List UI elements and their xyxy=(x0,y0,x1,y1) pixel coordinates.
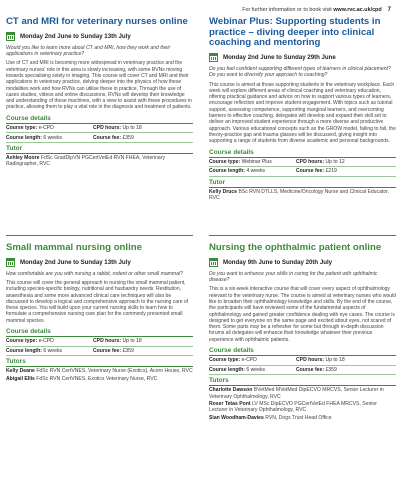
detail-row: Course type: Webinar Plus CPD hours: Up to 12 xyxy=(209,158,396,168)
section-divider xyxy=(6,235,193,236)
detail-row: Course length: 4 weeks Course fee: £219 xyxy=(209,167,396,177)
details-heading: Course details xyxy=(209,148,254,156)
course-ophthalmic xyxy=(209,243,396,421)
detail-row: Course type: e-CPD CPD hours: Up to 18 xyxy=(6,337,193,347)
tutor-entry: Kelly Deane FdSc RVN CertVNES, Veterinary Nurse (Exotics), Acorn House, RVC xyxy=(6,368,193,375)
calendar-icon xyxy=(6,258,15,267)
detail-row: Course length: 6 weeks Course fee: £359 xyxy=(6,347,193,357)
page-number: 7 xyxy=(387,7,391,13)
course-description: This course will cover the general approach to nursing the small mammal patient, including species-specific biology, nutritional and husbandry needs. Restitution, anaesthesia and some more advanced clinical care techniques will also be discussed to develop a logical and comprehensive approach to the nursing care of these species. You will build upon your current nursing skills to learn how to formulate a comprehensive nursing care plan for the commonly presented small mammal species. xyxy=(6,280,189,324)
tutor-entry: Abigail Ellis FdSc RVN CertVNES, Exotics Veterinary Nurse, RVC xyxy=(6,375,158,382)
calendar-icon xyxy=(209,258,218,267)
course-webinar-plus xyxy=(209,17,396,202)
course-date: Monday 2nd June to Sunday 13th July xyxy=(6,32,193,41)
details-heading: Course details xyxy=(6,328,51,336)
course-title: CT and MRI for veterinary nurses online xyxy=(6,16,188,27)
course-lead: Do you want to enhance your skills in caring for the patient with ophthalmic disease? xyxy=(209,270,378,283)
tutor-heading: Tutors xyxy=(209,377,229,385)
course-small-mammal xyxy=(6,243,193,382)
detail-row: Course length: 6 weeks Course fee: £359 xyxy=(209,366,396,376)
header-site-link[interactable]: www.rvc.ac.uk/cpd xyxy=(333,7,382,13)
calendar-icon xyxy=(6,32,15,41)
header-text: For further information or to book visit www.rvc.ac.uk/cpd xyxy=(242,7,382,13)
course-date: Monday 2nd June to Sunday 13th July xyxy=(6,258,193,267)
tutor-entry: Charlotte Dawson BVetMed MVetMed DipECVO MRCVS, Senior Lecturer in Veterinary Ophthalmology, RVC xyxy=(209,387,384,400)
course-lead: Do you feel confident supporting different types of learners in clinical placement? Do you want to diversify your approach to coaching? xyxy=(209,65,391,79)
course-date: Monday 2nd June to Sunday 29th June xyxy=(209,53,396,62)
course-lead: Would you like to learn more about CT and MRI, how they work and their applications in veterinary practice? xyxy=(6,44,171,57)
details-heading: Course details xyxy=(209,347,254,355)
tutor-entry: Kelly Druce BSc RVN DTLLS, Medicine/Oncology Nurse and Clinical Educator, RVC xyxy=(209,188,389,202)
course-date: Monday 9th June to Sunday 20th July xyxy=(209,258,396,267)
page-header xyxy=(242,7,391,13)
course-description: This course is aimed at those supporting students in the veterinary workplace. Each week will explore different areas of clinical coaching and veterinary education, offering practical guidance and advice on how to support various types of learners, encourage reflection and improve student engagement. With topics such as tutorial support, assessing competence, supporting marginal learners, and overcoming barriers to effective coaching, delegates will develop and expand their skill set to deliver an improved student experience through a more diverse and productive approach. Various educational concepts such as the GROW model, failing to fail, the theory-practice gap and trauma glasses will be discussed, giving insight into supporting a range of students from diverse academic and personal backgrounds. xyxy=(209,81,396,145)
tutor-heading: Tutor xyxy=(6,144,23,152)
course-lead: How comfortable are you with nursing a rabbit, rodent or other small mammal? xyxy=(6,270,183,277)
section-divider xyxy=(209,235,396,236)
details-heading: Course details xyxy=(6,114,51,122)
detail-row: Course length: 6 weeks Course fee: £359 xyxy=(6,133,193,143)
course-title: Webinar Plus: Supporting students in practice – diving deeper into clinical coaching and mentoring xyxy=(209,16,381,49)
course-title: Nursing the ophthalmic patient online xyxy=(209,242,382,253)
detail-row: Course type: e-CPD CPD hours: Up to 18 xyxy=(209,356,396,366)
tutor-heading: Tutor xyxy=(209,178,226,186)
tutor-entry: Sian Woodham-Davies RVN, Dogs Trust Head Office xyxy=(209,414,332,421)
course-description: This is a six-week interactive course that will cover every aspect of ophthalmology relevant to the veterinary nurse. The course is aimed at veterinary nurses who would like to broaden their ophthalmology knowledge and skills. By the end of the course, the participants will have reviewed some of the fundamental aspects of ophthalmology and gained greater confidence dealing with eye cases. The course is designed to get everyone on the same page and excited about eyes, not scared of them. Some parts may be a refresher for some but through in-depth discussion forums all delegates will enhance their knowledge whatever their previous experience with ophthalmic patients. xyxy=(209,286,396,343)
course-description: Use of CT and MRI is becoming more widespread in veterinary practice and the veterinary nurses' role in this area is slowly increasing, with some RVNs moving towards specialising solely in imaging. This course will cover CT and MRI and their applications in veterinary practice, delving deeper into the physics of how these modalities work and how RVNs can utilise these in practice. Through the use of cases studies, videos and online discussions, RVNs will develop their knowledge and understanding of these machines, with a view to assist with these procedures in practice, allowing them to play a vital role in the diagnosis and treatment of patients. xyxy=(6,60,192,111)
calendar-icon xyxy=(209,53,218,62)
course-ct-mri xyxy=(6,17,193,168)
tutor-heading: Tutors xyxy=(6,358,26,366)
tutor-entry: Roser Tetas Pont LV MSc DipECVO PGCertVetEd FHEA MRCVS, Senior Lecturer in Veterinary Ophthalmology, RVC xyxy=(209,401,377,414)
course-title: Small mammal nursing online xyxy=(6,242,142,253)
detail-row: Course type: e-CPD CPD hours: Up to 18 xyxy=(6,124,193,134)
tutor-entry: Ashley Moore FdSc GradDipVN PGCertVetEd RVN FHEA, Veterinary Radiographer, RVC xyxy=(6,154,166,168)
